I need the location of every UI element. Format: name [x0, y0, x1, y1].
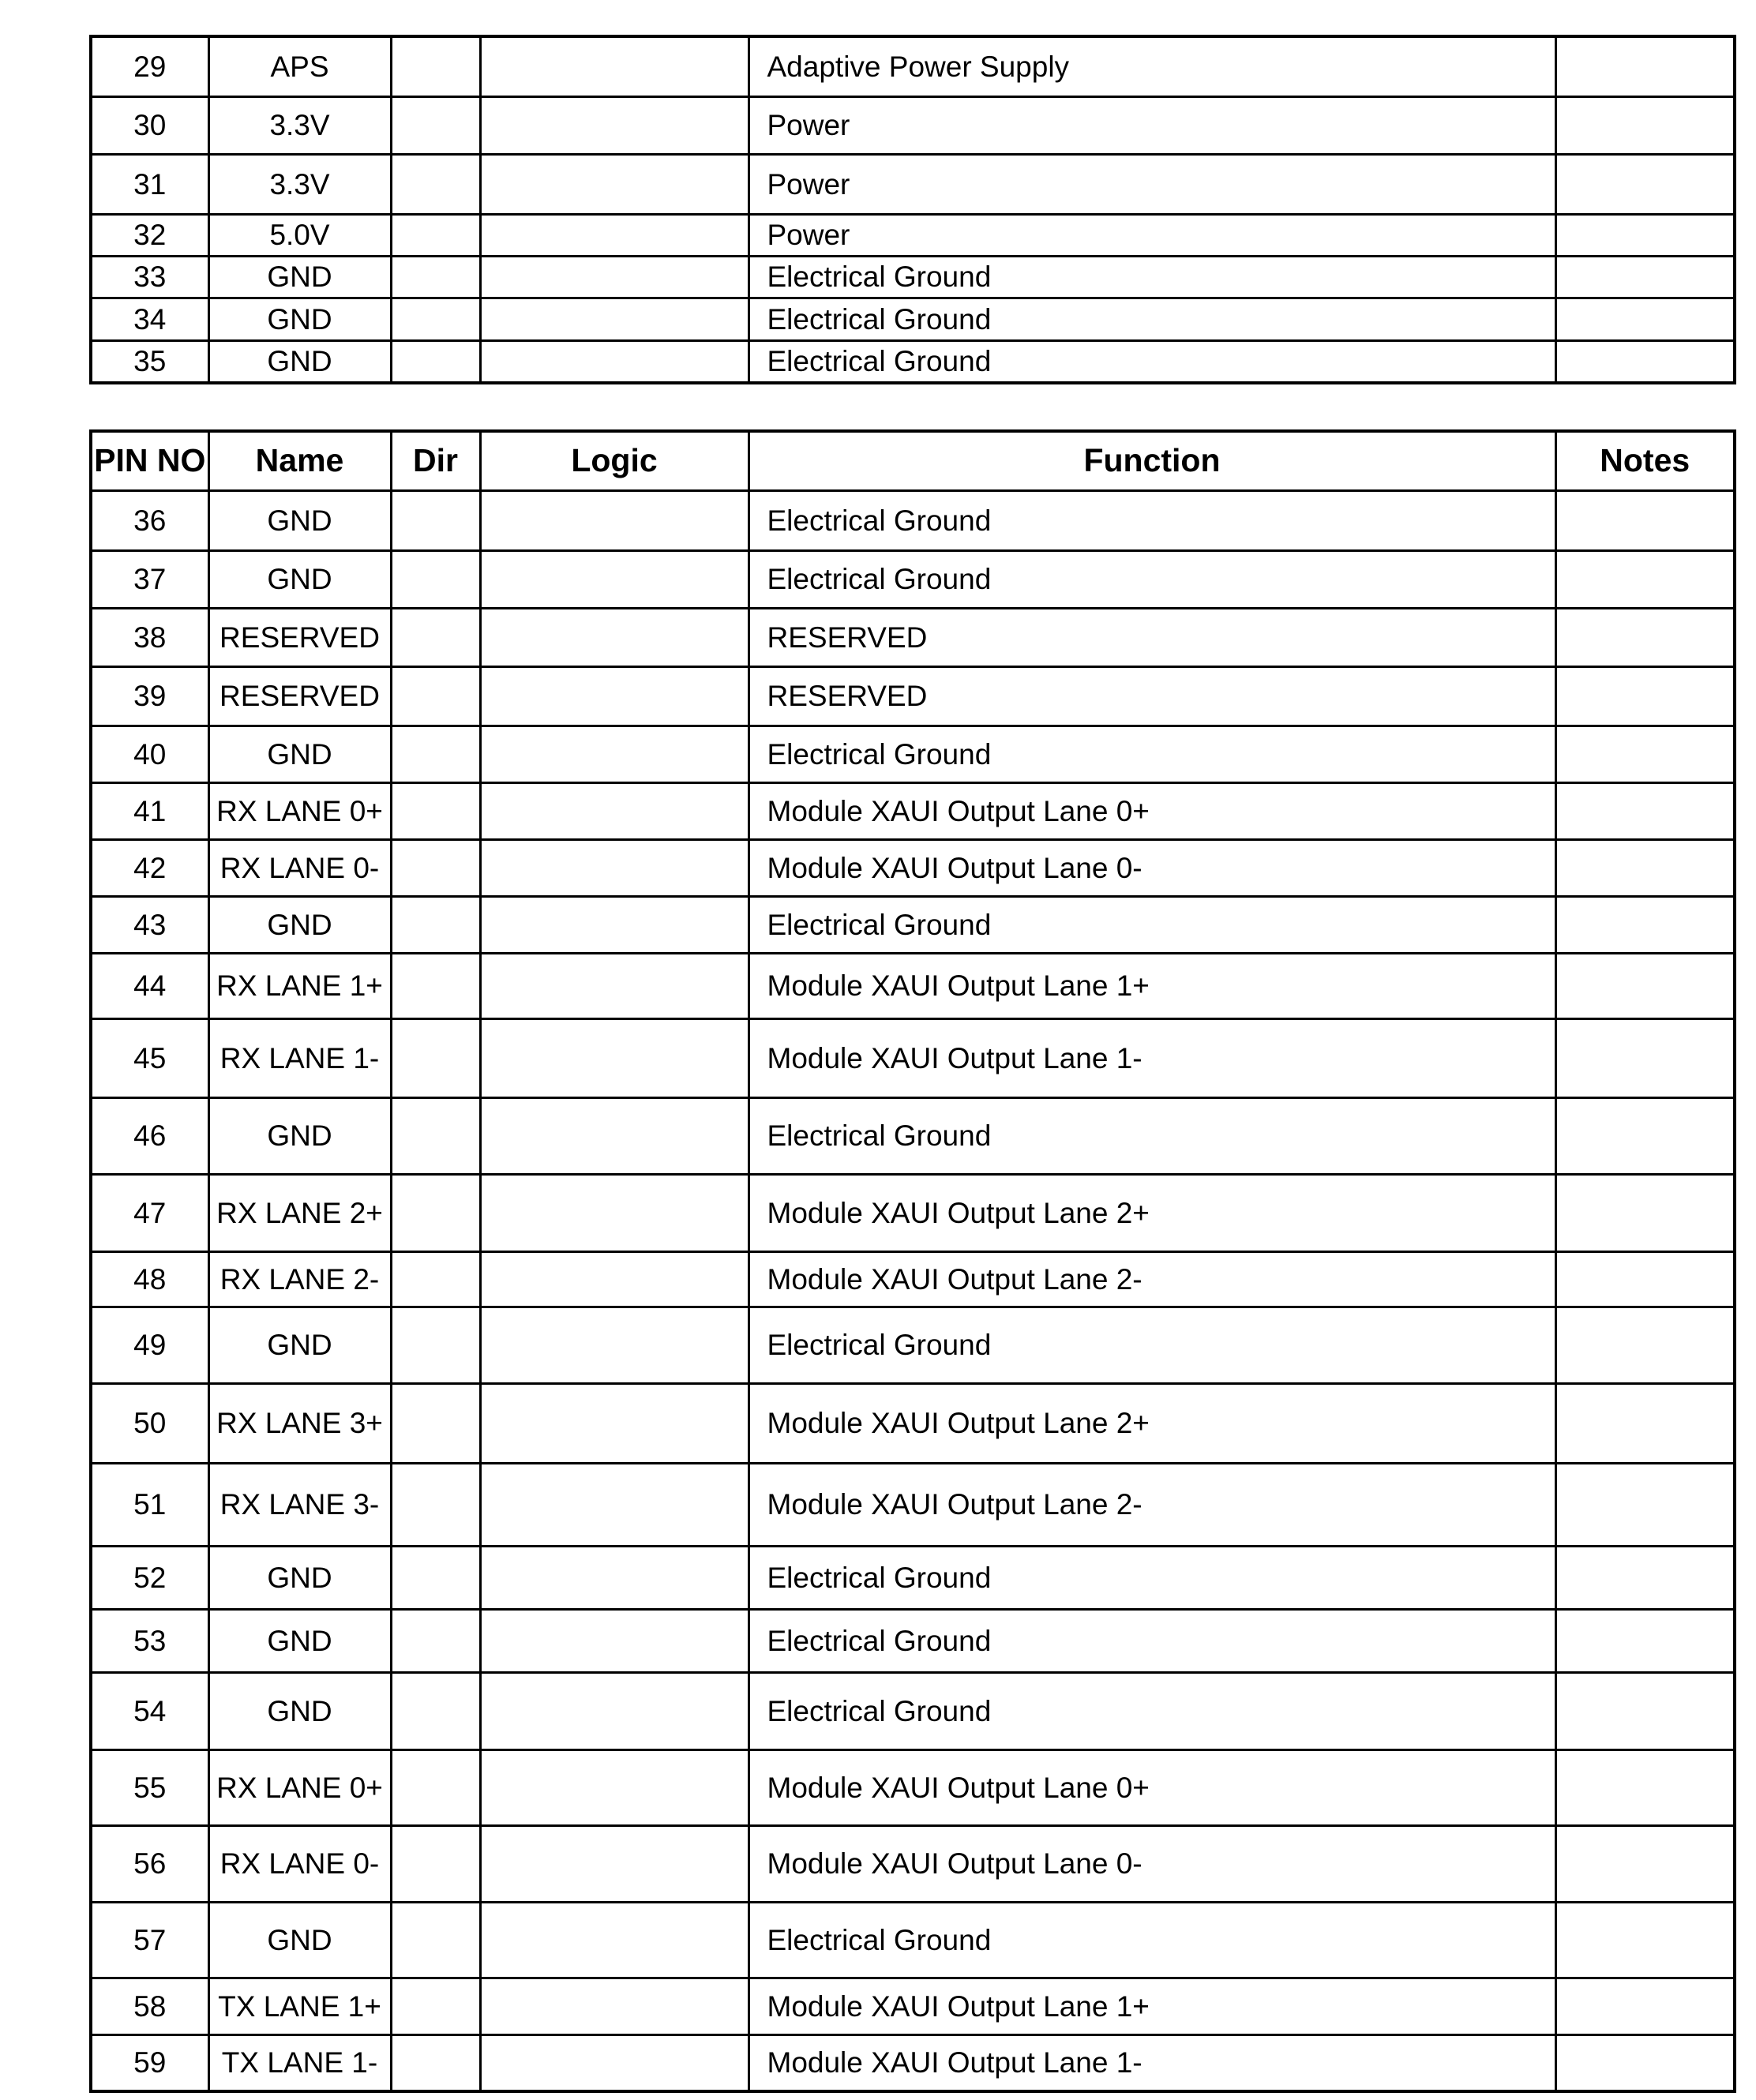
cell-notes [1555, 1383, 1735, 1463]
cell-logic [480, 1546, 749, 1609]
table-row [91, 1383, 1735, 1463]
cell-dir [391, 298, 480, 340]
cell-function: Module XAUI Output Lane 1+ [749, 953, 1555, 1018]
cell-dir [391, 214, 480, 256]
cell-notes [1555, 550, 1735, 608]
cell-pin: 58 [91, 1978, 208, 2034]
cell-name: GND [208, 490, 391, 550]
cell-logic [480, 1251, 749, 1307]
cell-function: Module XAUI Output Lane 2+ [749, 1174, 1555, 1251]
table-row [91, 1825, 1735, 1902]
pin-table-continued [89, 35, 1736, 384]
cell-name: TX LANE 1+ [208, 1978, 391, 2034]
cell-function: Module XAUI Output Lane 0- [749, 1825, 1555, 1902]
table-row [91, 214, 1735, 256]
cell-logic [480, 154, 749, 214]
cell-dir [391, 340, 480, 383]
cell-function: Electrical Ground [749, 1609, 1555, 1672]
cell-pin: 59 [91, 2034, 208, 2091]
cell-pin: 51 [91, 1463, 208, 1546]
cell-dir [391, 1018, 480, 1097]
cell-logic [480, 214, 749, 256]
cell-notes [1555, 1825, 1735, 1902]
cell-notes [1555, 1174, 1735, 1251]
cell-notes [1555, 1672, 1735, 1749]
cell-function: Electrical Ground [749, 490, 1555, 550]
table-row [91, 1902, 1735, 1978]
cell-pin: 45 [91, 1018, 208, 1097]
cell-pin: 33 [91, 256, 208, 298]
header-row [91, 431, 1735, 490]
cell-name: GND [208, 550, 391, 608]
cell-logic [480, 1307, 749, 1383]
cell-name: GND [208, 298, 391, 340]
cell-notes [1555, 36, 1735, 96]
cell-logic [480, 1825, 749, 1902]
cell-logic [480, 340, 749, 383]
cell-dir [391, 256, 480, 298]
table-row [91, 256, 1735, 298]
cell-logic [480, 1018, 749, 1097]
cell-dir [391, 1749, 480, 1825]
cell-pin: 48 [91, 1251, 208, 1307]
cell-dir [391, 608, 480, 666]
cell-pin: 32 [91, 214, 208, 256]
cell-function: Module XAUI Output Lane 0+ [749, 782, 1555, 839]
table-row [91, 1463, 1735, 1546]
cell-function: Electrical Ground [749, 256, 1555, 298]
cell-dir [391, 36, 480, 96]
cell-function: Electrical Ground [749, 1902, 1555, 1978]
cell-logic [480, 782, 749, 839]
cell-name: RX LANE 2+ [208, 1174, 391, 1251]
cell-function: Power [749, 214, 1555, 256]
cell-function: Electrical Ground [749, 896, 1555, 953]
cell-name: RX LANE 0- [208, 1825, 391, 1902]
cell-notes [1555, 1018, 1735, 1097]
cell-notes [1555, 1307, 1735, 1383]
table-row [91, 2034, 1735, 2091]
header-name: Name [208, 431, 391, 490]
cell-logic [480, 1749, 749, 1825]
cell-name: RX LANE 0+ [208, 782, 391, 839]
cell-logic [480, 298, 749, 340]
cell-logic [480, 666, 749, 726]
cell-pin: 57 [91, 1902, 208, 1978]
cell-logic [480, 1097, 749, 1174]
pin-table [89, 429, 1736, 2093]
header-function: Function [749, 431, 1555, 490]
cell-dir [391, 1978, 480, 2034]
cell-name: RX LANE 0+ [208, 1749, 391, 1825]
cell-notes [1555, 2034, 1735, 2091]
cell-pin: 55 [91, 1749, 208, 1825]
cell-pin: 35 [91, 340, 208, 383]
cell-notes [1555, 96, 1735, 154]
cell-notes [1555, 608, 1735, 666]
cell-notes [1555, 726, 1735, 782]
cell-name: RX LANE 2- [208, 1251, 391, 1307]
cell-notes [1555, 896, 1735, 953]
cell-pin: 41 [91, 782, 208, 839]
cell-function: Module XAUI Output Lane 1- [749, 1018, 1555, 1097]
cell-function: Module XAUI Output Lane 2- [749, 1251, 1555, 1307]
cell-dir [391, 666, 480, 726]
cell-name: RX LANE 3- [208, 1463, 391, 1546]
table-row [91, 666, 1735, 726]
cell-pin: 53 [91, 1609, 208, 1672]
cell-pin: 37 [91, 550, 208, 608]
cell-logic [480, 1383, 749, 1463]
cell-logic [480, 1609, 749, 1672]
cell-dir [391, 726, 480, 782]
cell-logic [480, 36, 749, 96]
table-row [91, 839, 1735, 896]
cell-function: Module XAUI Output Lane 0+ [749, 1749, 1555, 1825]
cell-dir [391, 550, 480, 608]
table-row [91, 96, 1735, 154]
cell-pin: 47 [91, 1174, 208, 1251]
cell-notes [1555, 1902, 1735, 1978]
cell-pin: 31 [91, 154, 208, 214]
cell-dir [391, 96, 480, 154]
cell-pin: 40 [91, 726, 208, 782]
cell-notes [1555, 1609, 1735, 1672]
cell-notes [1555, 1251, 1735, 1307]
cell-function: Electrical Ground [749, 340, 1555, 383]
cell-notes [1555, 1546, 1735, 1609]
table-row [91, 1978, 1735, 2034]
table-row [91, 154, 1735, 214]
cell-notes [1555, 1978, 1735, 2034]
cell-pin: 29 [91, 36, 208, 96]
cell-function: Electrical Ground [749, 1546, 1555, 1609]
cell-pin: 54 [91, 1672, 208, 1749]
cell-logic [480, 1902, 749, 1978]
table-row [91, 1018, 1735, 1097]
cell-notes [1555, 154, 1735, 214]
header-pin-no: PIN NO [91, 431, 208, 490]
cell-name: RX LANE 1+ [208, 953, 391, 1018]
cell-logic [480, 608, 749, 666]
cell-dir [391, 782, 480, 839]
cell-name: 3.3V [208, 96, 391, 154]
table-row [91, 298, 1735, 340]
cell-logic [480, 1463, 749, 1546]
cell-dir [391, 1251, 480, 1307]
table-row [91, 490, 1735, 550]
cell-name: GND [208, 1609, 391, 1672]
cell-notes [1555, 1463, 1735, 1546]
header-notes: Notes [1555, 431, 1735, 490]
cell-notes [1555, 490, 1735, 550]
cell-name: RX LANE 1- [208, 1018, 391, 1097]
cell-function: Module XAUI Output Lane 0- [749, 839, 1555, 896]
cell-dir [391, 1825, 480, 1902]
cell-pin: 50 [91, 1383, 208, 1463]
cell-dir [391, 2034, 480, 2091]
cell-notes [1555, 256, 1735, 298]
table-row [91, 340, 1735, 383]
cell-function: Power [749, 96, 1555, 154]
header-logic: Logic [480, 431, 749, 490]
cell-pin: 39 [91, 666, 208, 726]
cell-function: Electrical Ground [749, 550, 1555, 608]
cell-notes [1555, 1749, 1735, 1825]
cell-logic [480, 1672, 749, 1749]
cell-dir [391, 1174, 480, 1251]
header-dir: Dir [391, 431, 480, 490]
cell-pin: 46 [91, 1097, 208, 1174]
cell-notes [1555, 782, 1735, 839]
cell-logic [480, 839, 749, 896]
table-row [91, 608, 1735, 666]
cell-name: GND [208, 726, 391, 782]
cell-dir [391, 839, 480, 896]
table-row [91, 782, 1735, 839]
cell-notes [1555, 666, 1735, 726]
cell-function: Electrical Ground [749, 1672, 1555, 1749]
table-row [91, 1672, 1735, 1749]
cell-pin: 44 [91, 953, 208, 1018]
cell-name: GND [208, 896, 391, 953]
cell-pin: 56 [91, 1825, 208, 1902]
cell-pin: 34 [91, 298, 208, 340]
cell-function: RESERVED [749, 608, 1555, 666]
cell-dir [391, 1463, 480, 1546]
cell-name: 3.3V [208, 154, 391, 214]
cell-name: GND [208, 256, 391, 298]
cell-logic [480, 726, 749, 782]
cell-name: RX LANE 0- [208, 839, 391, 896]
cell-pin: 36 [91, 490, 208, 550]
cell-name: RESERVED [208, 608, 391, 666]
table-row [91, 1174, 1735, 1251]
cell-notes [1555, 1097, 1735, 1174]
cell-notes [1555, 340, 1735, 383]
cell-function: Module XAUI Output Lane 2+ [749, 1383, 1555, 1463]
cell-notes [1555, 953, 1735, 1018]
cell-function: Electrical Ground [749, 298, 1555, 340]
cell-logic [480, 550, 749, 608]
cell-pin: 52 [91, 1546, 208, 1609]
table-row [91, 1097, 1735, 1174]
cell-dir [391, 1609, 480, 1672]
cell-name: GND [208, 1307, 391, 1383]
cell-dir [391, 1307, 480, 1383]
cell-name: RESERVED [208, 666, 391, 726]
cell-pin: 38 [91, 608, 208, 666]
cell-notes [1555, 839, 1735, 896]
cell-logic [480, 2034, 749, 2091]
cell-function: Electrical Ground [749, 1307, 1555, 1383]
cell-logic [480, 1174, 749, 1251]
cell-name: GND [208, 1902, 391, 1978]
table-row [91, 36, 1735, 96]
cell-name: 5.0V [208, 214, 391, 256]
table-row [91, 1307, 1735, 1383]
cell-name: RX LANE 3+ [208, 1383, 391, 1463]
cell-dir [391, 1902, 480, 1978]
cell-dir [391, 1383, 480, 1463]
cell-name: GND [208, 340, 391, 383]
table-row [91, 896, 1735, 953]
cell-logic [480, 953, 749, 1018]
cell-logic [480, 256, 749, 298]
cell-function: Electrical Ground [749, 1097, 1555, 1174]
cell-function: Module XAUI Output Lane 1- [749, 2034, 1555, 2091]
cell-notes [1555, 214, 1735, 256]
table-row [91, 726, 1735, 782]
cell-function: Module XAUI Output Lane 1+ [749, 1978, 1555, 2034]
cell-logic [480, 896, 749, 953]
cell-name: GND [208, 1546, 391, 1609]
cell-name: APS [208, 36, 391, 96]
table-row [91, 1546, 1735, 1609]
cell-dir [391, 1546, 480, 1609]
table-row [91, 1609, 1735, 1672]
cell-pin: 43 [91, 896, 208, 953]
cell-dir [391, 1672, 480, 1749]
cell-logic [480, 490, 749, 550]
cell-function: RESERVED [749, 666, 1555, 726]
cell-pin: 42 [91, 839, 208, 896]
table-row [91, 1251, 1735, 1307]
cell-name: GND [208, 1672, 391, 1749]
cell-pin: 30 [91, 96, 208, 154]
cell-logic [480, 96, 749, 154]
cell-notes [1555, 298, 1735, 340]
table-row [91, 953, 1735, 1018]
cell-dir [391, 1097, 480, 1174]
table-row [91, 550, 1735, 608]
table-row [91, 1749, 1735, 1825]
cell-pin: 49 [91, 1307, 208, 1383]
cell-function: Power [749, 154, 1555, 214]
cell-dir [391, 896, 480, 953]
cell-function: Adaptive Power Supply [749, 36, 1555, 96]
cell-dir [391, 154, 480, 214]
cell-function: Electrical Ground [749, 726, 1555, 782]
cell-dir [391, 490, 480, 550]
cell-logic [480, 1978, 749, 2034]
cell-name: GND [208, 1097, 391, 1174]
cell-function: Module XAUI Output Lane 2- [749, 1463, 1555, 1546]
cell-name: TX LANE 1- [208, 2034, 391, 2091]
cell-dir [391, 953, 480, 1018]
